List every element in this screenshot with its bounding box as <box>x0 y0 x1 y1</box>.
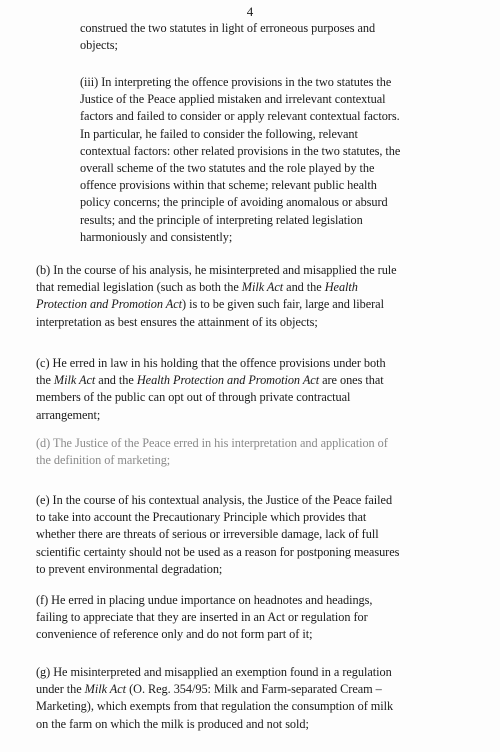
text-line: (iii) In interpreting the offence provisions in the two statutes the <box>80 75 392 89</box>
paragraph-iii <box>80 74 468 246</box>
statute-name: Protection and Promotion Act <box>36 297 183 312</box>
text-line: Marketing), which exempts from that regulation the consumption of milk <box>36 699 394 714</box>
text-run: the <box>36 373 54 388</box>
text-run: and the <box>283 280 325 295</box>
text-line: interpretation as best ensures the attainment of its objects; <box>36 314 318 329</box>
statute-name: Health Protection and Promotion Act <box>136 373 320 388</box>
paragraph-d <box>36 435 468 469</box>
text-line: the definition of marketing; <box>36 453 171 468</box>
text-line: objects; <box>80 38 118 53</box>
text-run: are ones that <box>319 373 384 388</box>
text-run: under the <box>36 682 85 697</box>
text-line: Justice of the Peace applied mistaken and irrelevant contextual <box>80 92 386 107</box>
text-line: (e) In the course of his contextual analysis, the Justice of the Peace failed <box>36 493 393 507</box>
text-run: that remedial legislation (such as both the <box>36 280 242 295</box>
text-run: and the <box>95 373 137 388</box>
text-line: harmoniously and consistently; <box>80 229 233 244</box>
text-line: on the farm on which the milk is produced and not sold; <box>36 716 309 731</box>
statute-name: Milk Act <box>241 280 284 295</box>
text-line: overall scheme of the two statutes and the role played by the <box>80 161 375 176</box>
text-line: factors and failed to consider or apply relevant contextual factors. <box>80 109 400 124</box>
statute-name: Milk Act <box>53 373 96 388</box>
text-run: (O. Reg. 354/95: Milk and Farm-separated Cream – <box>126 682 382 697</box>
paragraph-c <box>36 355 468 424</box>
text-line: offence provisions within that scheme; relevant public health <box>80 178 377 193</box>
text-line: (f) He erred in placing undue importance on headnotes and headings, <box>36 593 373 607</box>
paragraph-g <box>36 664 468 733</box>
statute-name: Milk Act <box>84 682 127 697</box>
text-line: results; and the principle of interpreting related legislation <box>80 212 363 227</box>
statute-name: Health <box>324 280 358 295</box>
page-number: 4 <box>246 4 254 19</box>
text-line <box>36 681 468 698</box>
text-line: to prevent environmental degradation; <box>36 561 223 576</box>
text-run: ) is to be given such fair, large and liberal <box>182 297 384 312</box>
paragraph-f <box>36 592 468 644</box>
text-line: In particular, he failed to consider the following, relevant <box>80 126 358 141</box>
text-line: scientific certainty should not be used as a reason for postponing measures <box>36 544 400 559</box>
text-line <box>36 279 468 296</box>
text-line: (d) The Justice of the Peace erred in his interpretation and application of <box>36 436 388 450</box>
text-line: construed the two statutes in light of erroneous purposes and <box>80 21 376 35</box>
text-line: policy concerns; the principle of avoiding anomalous or absurd <box>80 195 388 210</box>
text-line: (b) In the course of his analysis, he misinterpreted and misapplied the rule <box>36 263 397 277</box>
text-line <box>36 296 468 313</box>
text-line: arrangement; <box>36 407 101 422</box>
paragraph-b <box>36 262 468 331</box>
text-line: failing to appreciate that they are inserted in an Act or regulation for <box>36 610 368 625</box>
text-line: contextual factors: other related provisions in the two statutes, the <box>80 143 401 158</box>
text-line: to take into account the Precautionary Principle which provides that <box>36 510 367 525</box>
paragraph-continuation <box>80 20 468 54</box>
text-line: convenience of reference only and do not form part of it; <box>36 627 313 642</box>
text-line: (c) He erred in law in his holding that the offence provisions under both <box>36 356 386 370</box>
text-line: whether there are threats of serious or irreversible damage, lack of full <box>36 527 379 542</box>
text-line: members of the public can opt out of through private contractual <box>36 390 351 405</box>
paragraph-e <box>36 492 468 578</box>
text-line: (g) He misinterpreted and misapplied an exemption found in a regulation <box>36 665 392 679</box>
text-line <box>36 372 468 389</box>
